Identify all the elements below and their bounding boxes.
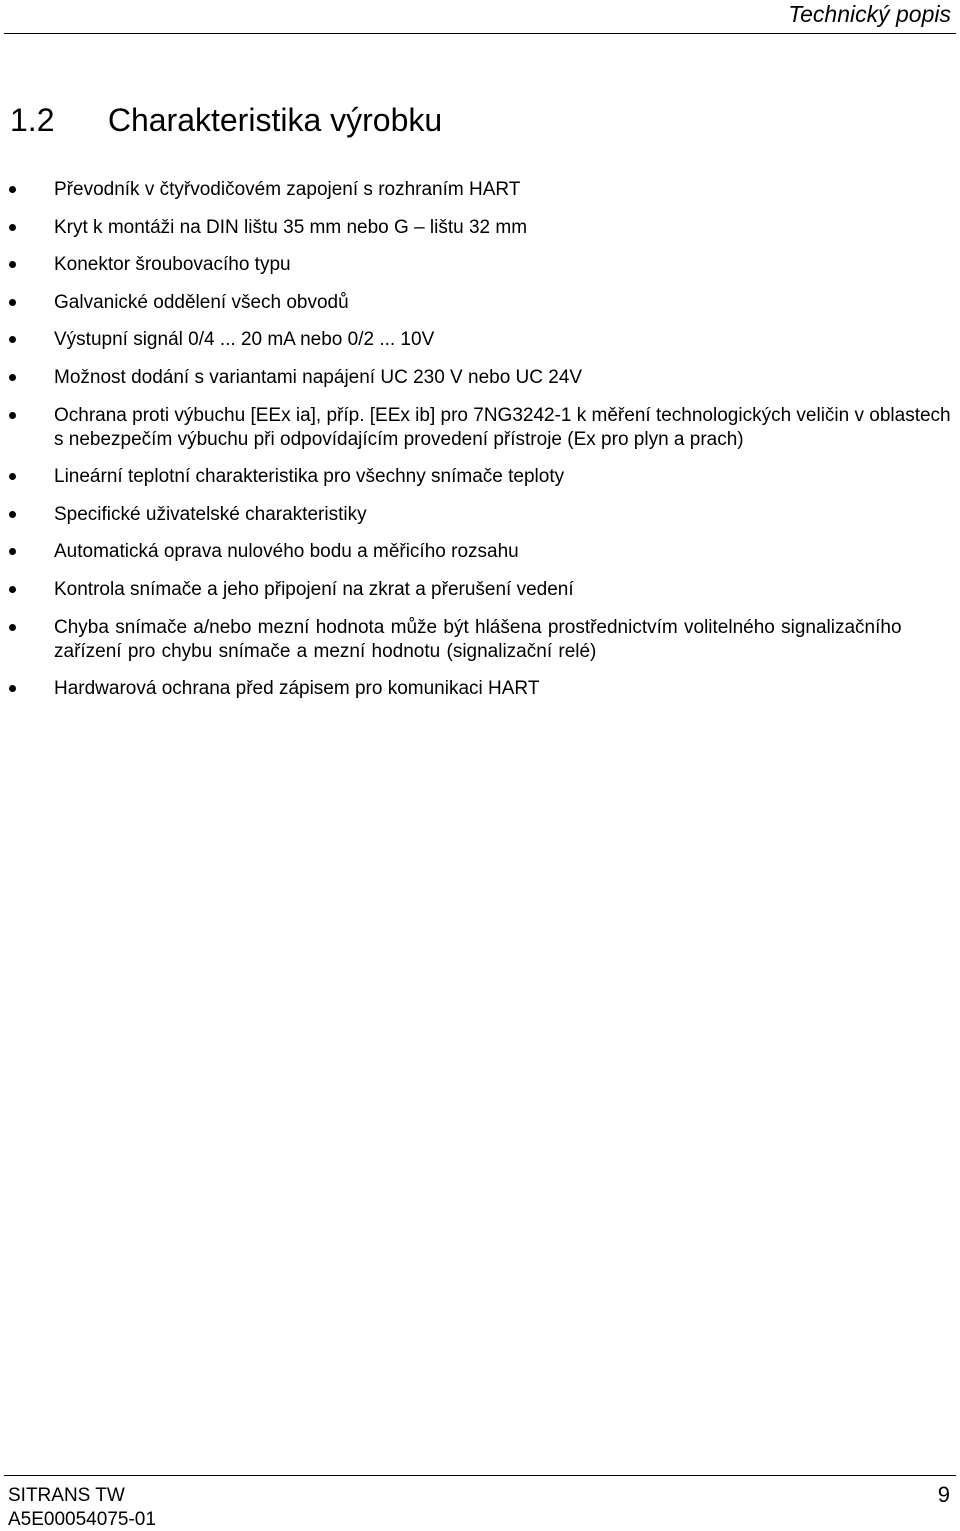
list-item — [0, 328, 960, 352]
list-item-text: Chyba snímače a/nebo mezní hodnota může být hlášena prostřednictvím volitelného signalizačního zařízení pro chybu snímače a mezní hodnotu (signalizační relé) — [54, 616, 902, 662]
bullet-icon — [9, 624, 16, 631]
list-item — [0, 253, 960, 277]
footer-divider — [4, 1475, 956, 1476]
bullet-icon — [9, 511, 16, 518]
list-item — [0, 404, 960, 452]
bullet-icon — [9, 224, 16, 231]
footer-product-name: SITRANS TW — [8, 1485, 125, 1506]
bullet-icon — [9, 336, 16, 343]
list-item — [0, 503, 960, 527]
list-item — [0, 677, 960, 701]
list-item-text: Konektor šroubovacího typu — [54, 254, 291, 276]
list-item-text: Převodník v čtyřvodičovém zapojení s rozhraním HART — [54, 179, 521, 200]
list-item-text: Hardwarová ochrana před zápisem pro komunikaci HART — [54, 678, 540, 700]
page-number: 9 — [937, 1482, 950, 1507]
running-header: Technický popis — [788, 1, 951, 27]
list-item-text: Galvanické oddělení všech obvodů — [54, 291, 349, 313]
list-item — [0, 291, 960, 315]
bullet-icon — [9, 374, 16, 381]
list-item-text: Lineární teplotní charakteristika pro všechny snímače teploty — [54, 466, 565, 488]
list-item-text: Automatická oprava nulového bodu a měřicího rozsahu — [54, 541, 519, 563]
bullet-icon — [9, 299, 16, 306]
bullet-icon — [9, 548, 16, 555]
list-item-text: Kryt k montáži na DIN lištu 35 mm nebo G – lištu 32 mm — [54, 216, 528, 238]
feature-list — [0, 178, 960, 715]
list-item-text: Kontrola snímače a jeho připojení na zkrat a přerušení vedení — [54, 578, 574, 600]
bullet-icon — [9, 186, 16, 193]
bullet-icon — [9, 685, 16, 692]
header-divider — [4, 33, 956, 34]
list-item — [0, 616, 960, 664]
bullet-icon — [9, 586, 16, 593]
bullet-icon — [9, 473, 16, 480]
section-heading — [10, 100, 442, 140]
list-item — [0, 216, 960, 240]
list-item — [0, 540, 960, 564]
list-item — [0, 465, 960, 489]
list-item-text: Ochrana proti výbuchu [EEx ia], příp. [EEx ib] pro 7NG3242-1 k měření technologických veličin v oblastech s nebezpečím výbuchu při odpovídajícím provedení přístroje (Ex pro plyn a prach) — [54, 404, 951, 450]
list-item-text: Výstupní signál 0/4 ... 20 mA nebo 0/2 ... 10V — [54, 329, 435, 351]
bullet-icon — [9, 261, 16, 268]
section-number: 1.2 — [10, 102, 55, 138]
bullet-icon — [9, 412, 16, 419]
list-item — [0, 366, 960, 390]
list-item-text: Specifické uživatelské charakteristiky — [54, 503, 367, 525]
list-item — [0, 178, 960, 202]
section-title: Charakteristika výrobku — [107, 102, 443, 138]
list-item-text: Možnost dodání s variantami napájení UC 230 V nebo UC 24V — [54, 366, 583, 388]
footer-document-number: A5E00054075-01 — [8, 1509, 156, 1530]
list-item — [0, 578, 960, 602]
